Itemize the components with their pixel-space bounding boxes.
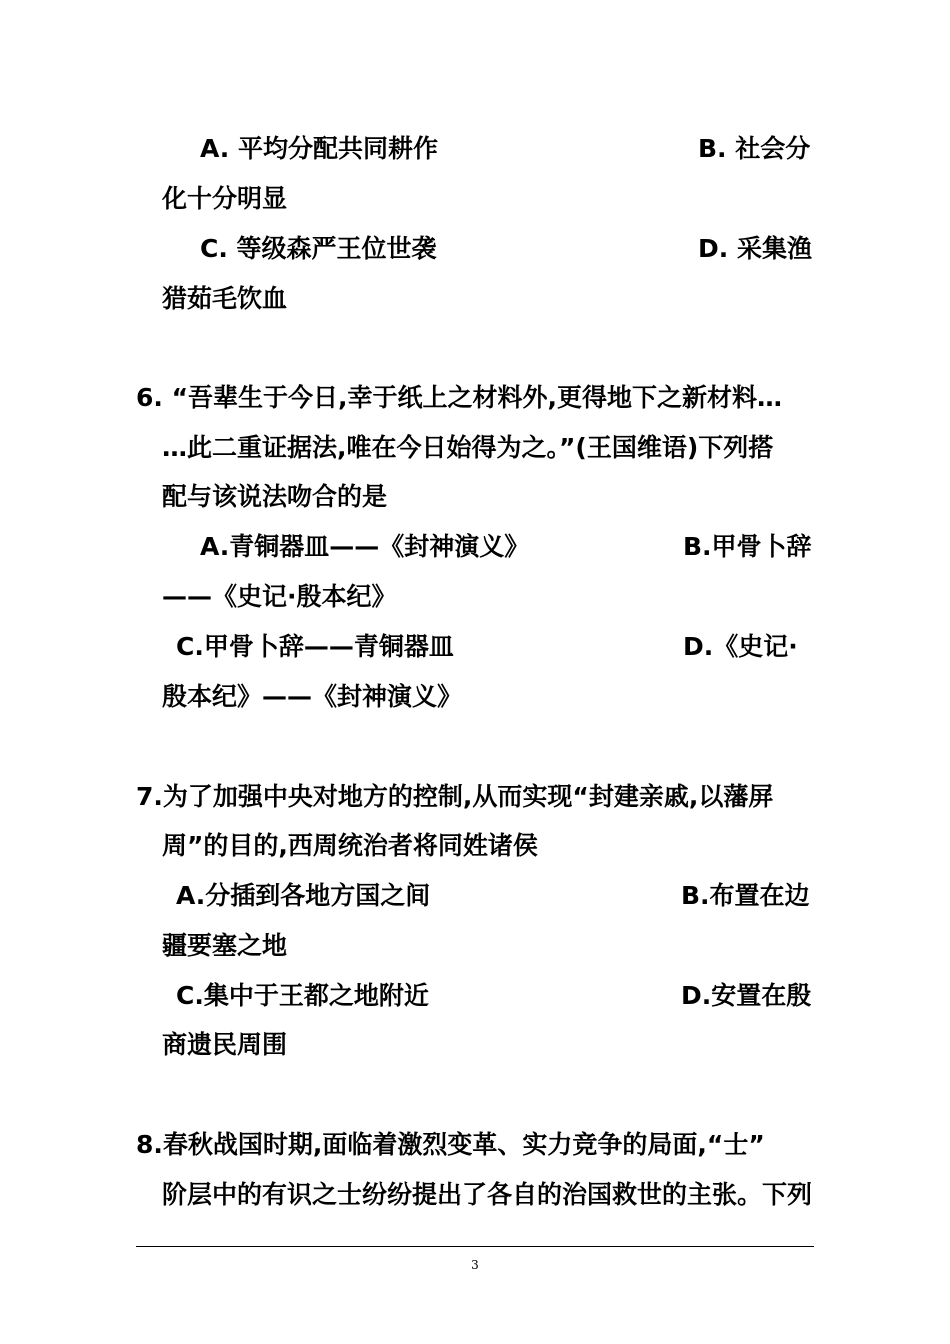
q6-option-b-continued: ——《史记·殷本纪》 [162, 582, 397, 611]
footer-divider [136, 1246, 814, 1247]
q7-stem-line-1: 7.为了加强中央对地方的控制,从而实现“封建亲戚,以藩屏 [136, 782, 774, 811]
q8-stem-line-1: 8.春秋战国时期,面临着激烈变革、实力竞争的局面,“士” [136, 1130, 765, 1159]
q6-stem-line-2: …此二重证据法,唯在今日始得为之。”(王国维语)下列搭 [162, 433, 774, 462]
q5-option-b: B. 社会分 [698, 134, 811, 163]
q5-option-d-continued: 猎茹毛饮血 [162, 284, 288, 313]
q5-option-c: C. 等级森严王位世袭 [200, 234, 437, 263]
q7-option-d: D.安置在殷 [681, 981, 812, 1010]
q7-option-c: C.集中于王都之地附近 [176, 981, 429, 1010]
q5-option-a: A. 平均分配共同耕作 [200, 134, 439, 163]
q6-stem-line-3: 配与该说法吻合的是 [162, 482, 388, 511]
q7-option-b: B.布置在边 [681, 881, 810, 910]
q7-stem-line-2: 周”的目的,西周统治者将同姓诸侯 [162, 831, 538, 860]
q6-stem-line-1: 6. “吾辈生于今日,幸于纸上之材料外,更得地下之新材料… [136, 383, 783, 412]
q6-option-a: A.青铜器皿——《封神演义》 [200, 532, 530, 561]
q7-option-d-continued: 商遗民周围 [162, 1030, 288, 1059]
q6-option-b: B.甲骨卜辞 [683, 532, 812, 561]
q7-option-b-continued: 疆要塞之地 [162, 931, 288, 960]
page-number: 3 [471, 1258, 479, 1272]
q6-option-d: D.《史记· [683, 632, 798, 661]
q5-option-d: D. 采集渔 [698, 234, 812, 263]
q5-option-b-continued: 化十分明显 [162, 184, 288, 213]
q7-option-a: A.分插到各地方国之间 [176, 881, 431, 910]
q8-stem-line-2: 阶层中的有识之士纷纷提出了各自的治国救世的主张。下列 [162, 1180, 813, 1209]
q6-option-d-continued: 殷本纪》——《封神演义》 [162, 682, 463, 711]
q6-option-c: C.甲骨卜辞——青铜器皿 [176, 632, 454, 661]
